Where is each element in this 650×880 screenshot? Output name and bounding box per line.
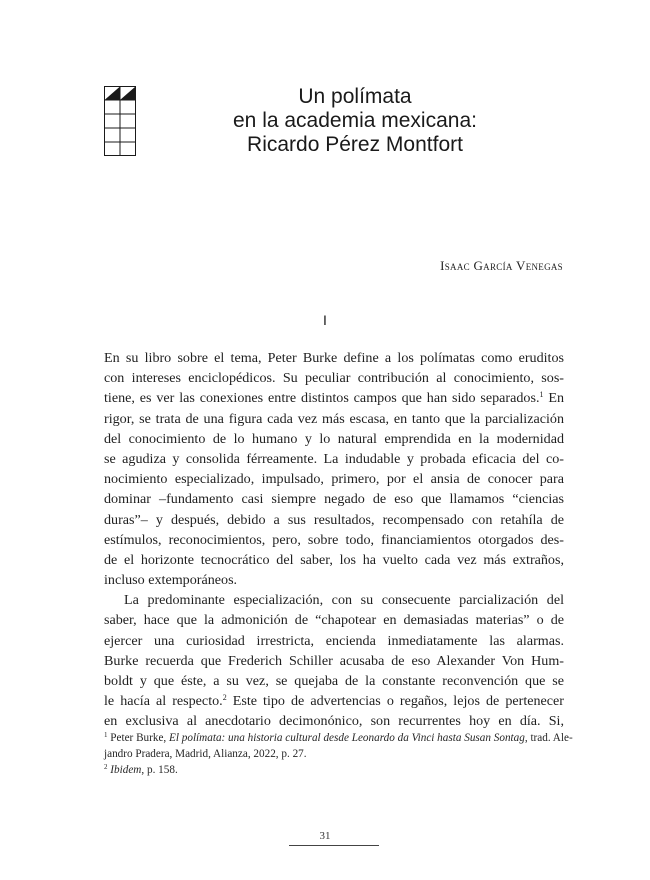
title-line-3: Ricardo Pérez Montfort bbox=[247, 133, 463, 156]
footer-rule bbox=[289, 845, 379, 846]
body-text bbox=[104, 348, 564, 732]
footnote-ref[interactable]: 2 bbox=[222, 693, 227, 703]
body-line: en exclusiva al anecdotario decimonónico, son recurrentes hoy en día. Si, bbox=[104, 713, 564, 730]
title-line-1: Un polímata bbox=[298, 85, 412, 108]
grid-logo-icon bbox=[104, 86, 136, 156]
footnote-ref[interactable]: 1 bbox=[539, 390, 544, 400]
footnote-number: 1 bbox=[104, 731, 108, 739]
body-line: En su libro sobre el tema, Peter Burke define a los polímatas como eruditos bbox=[104, 350, 564, 366]
footnote-number: 2 bbox=[104, 763, 108, 771]
footnote-1: $^1$ Peter Burke, El polímata: una historia cultural desde Leonardo da Vinci hasta Susan Sontag, trad. Ale- bbox=[104, 731, 573, 744]
body-line: tiene, es ver las conexiones entre distintos campos que han sido separados.$^1$ En bbox=[104, 390, 564, 407]
body-line: nocimiento especializado, impulsado, primero, por el ansia de conocer para bbox=[104, 471, 564, 488]
body-line: con intereses enciclopédicos. Su peculiar contribución al conocimiento, sos- bbox=[104, 370, 564, 387]
footnote-1-continued: jandro Pradera, Madrid, Alianza, 2022, p. 27. bbox=[104, 748, 307, 760]
body-line: de el horizonte tecnocrático del saber, los ha vuelto cada vez más extraños, bbox=[104, 551, 564, 568]
body-line: saber, hace que la admonición de “chapotear en demasiadas materias” o de bbox=[104, 612, 564, 629]
body-line: del conocimiento de lo humano y lo natural emprendida en la modernidad bbox=[104, 430, 564, 447]
body-line: boldt y que éste, a su vez, se quejaba de la constante reconvención que se bbox=[104, 673, 564, 689]
body-line: ejercer una curiosidad irrestricta, encienda inmediatamente las alarmas. bbox=[104, 632, 564, 649]
body-line: le hacía al respecto.$^2$ Este tipo de advertencias o regaños, lejos de pertenecer bbox=[104, 693, 564, 710]
body-line: rigor, se trata de una figura cada vez más escasa, en tanto que la parcialización bbox=[104, 410, 564, 427]
page-number: 31 bbox=[319, 830, 331, 842]
title-line-2: en la academia mexicana: bbox=[233, 109, 477, 132]
body-line: dominar –fundamento casi siempre negado de eso que llamamos “ciencias bbox=[104, 491, 564, 508]
body-line: incluso extemporáneos. bbox=[104, 572, 238, 589]
section-numeral: I bbox=[323, 312, 327, 328]
body-line: Burke recuerda que Frederich Schiller acusaba de eso Alexander Von Hum- bbox=[104, 652, 564, 669]
body-line: estímulos, reconocimientos, pero, sobre todo, financiamientos otorgados des- bbox=[104, 531, 564, 548]
body-line: La predominante especialización, con su consecuente parcialización del bbox=[124, 592, 564, 609]
body-line: duras”– y después, debido a sus resultados, recompensado con retahíla de bbox=[104, 511, 564, 528]
footnote-2: $^2$ Ibidem, p. 158. bbox=[104, 763, 178, 776]
chapter-title bbox=[180, 85, 530, 157]
footnotes bbox=[104, 730, 573, 778]
author-name: Isaac García Venegas bbox=[440, 258, 563, 273]
body-line: se agudiza y consolida férreamente. La indudable y probada eficacia del co- bbox=[104, 450, 564, 467]
